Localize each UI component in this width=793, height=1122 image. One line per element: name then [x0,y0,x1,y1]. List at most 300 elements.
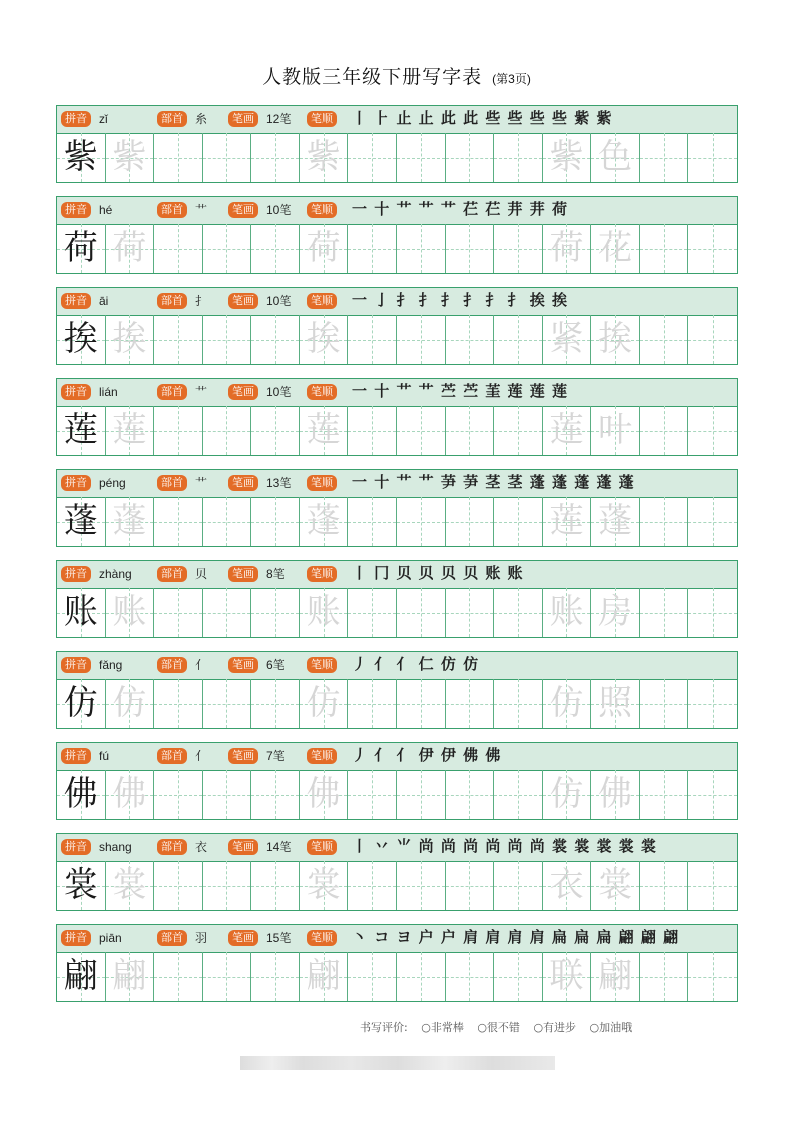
stroke-count-value: 10笔 [266,385,292,399]
stroke-count-badge: 笔画 [228,930,258,946]
radical-value: 艹 [195,476,208,490]
writing-cell[interactable] [348,861,397,910]
writing-grid [57,861,737,910]
stroke-count-value: 15笔 [266,931,292,945]
writing-cell[interactable] [591,588,640,637]
writing-cell[interactable] [543,224,592,273]
writing-cell[interactable] [300,406,349,455]
trace-character: 挨 [112,319,147,359]
stroke-count-value: 14笔 [266,840,292,854]
writing-cell[interactable] [640,588,689,637]
writing-cell[interactable] [446,497,495,546]
trace-character: 挨 [306,319,341,359]
writing-cell[interactable] [154,497,203,546]
stroke-order-badge: 笔顺 [307,930,337,946]
writing-cell[interactable] [543,861,592,910]
radical-value: 艹 [195,385,208,399]
stroke-order-value: 丿 亻 亻 仁 仿 仿 [352,655,480,673]
writing-cell[interactable] [543,315,592,364]
stroke-count-value: 8笔 [266,567,285,581]
word-trace-character: 照 [598,683,633,723]
writing-cell[interactable] [154,770,203,819]
word-trace-character: 莲 [549,501,584,541]
stroke-count-value: 13笔 [266,476,292,490]
character-block [56,378,738,456]
evaluation-footer [360,1019,642,1035]
writing-cell[interactable] [106,952,155,1001]
writing-cell[interactable] [251,952,300,1001]
writing-cell[interactable] [203,315,252,364]
word-trace-character: 翩 [598,956,633,996]
character-info-bar [57,106,737,134]
pinyin-badge: 拼音 [61,657,91,673]
writing-grid [57,497,737,546]
word-trace-character: 蓬 [598,501,633,541]
model-character: 裳 [63,865,98,905]
word-trace-character: 房 [598,592,633,632]
character-info-bar [57,561,737,589]
character-block [56,924,738,1002]
writing-cell[interactable] [543,679,592,728]
writing-cell[interactable] [348,133,397,182]
writing-cell[interactable] [251,133,300,182]
stroke-count-badge: 笔画 [228,111,258,127]
pinyin-badge: 拼音 [61,566,91,582]
model-character: 蓬 [63,501,98,541]
word-trace-character: 荷 [549,228,584,268]
writing-cell[interactable] [154,224,203,273]
writing-cell[interactable] [57,133,106,182]
writing-cell[interactable] [348,588,397,637]
writing-cell[interactable] [203,588,252,637]
radical-badge: 部首 [157,566,187,582]
writing-cell[interactable] [203,497,252,546]
writing-cell[interactable] [154,133,203,182]
writing-cell[interactable] [591,224,640,273]
trace-character: 仿 [306,683,341,723]
writing-cell[interactable] [446,224,495,273]
pinyin-value: shang [99,840,132,854]
writing-cell[interactable] [688,133,737,182]
writing-cell[interactable] [591,952,640,1001]
radical-badge: 部首 [157,384,187,400]
writing-cell[interactable] [57,497,106,546]
writing-cell[interactable] [640,770,689,819]
stroke-order-value: 丨 ⺊ 止 止 此 此 些 些 些 些 紫 紫 [352,109,613,127]
writing-cell[interactable] [300,497,349,546]
writing-cell[interactable] [446,133,495,182]
writing-cell[interactable] [154,315,203,364]
stroke-order-badge: 笔顺 [307,111,337,127]
writing-cell[interactable] [203,861,252,910]
writing-cell[interactable] [591,497,640,546]
writing-cell[interactable] [57,224,106,273]
watermark-bar [240,1056,555,1070]
writing-grid [57,588,737,637]
writing-cell[interactable] [300,315,349,364]
footer-option[interactable]: ○非常棒 [421,1021,464,1034]
model-character: 账 [63,592,98,632]
writing-cell[interactable] [348,679,397,728]
writing-cell[interactable] [494,861,543,910]
stroke-count-value: 7笔 [266,749,285,763]
stroke-order-badge: 笔顺 [307,748,337,764]
character-block [56,469,738,547]
stroke-count-badge: 笔画 [228,839,258,855]
writing-cell[interactable] [397,952,446,1001]
model-character: 紫 [63,137,98,177]
word-trace-character: 裳 [598,865,633,905]
writing-cell[interactable] [106,770,155,819]
writing-cell[interactable] [300,224,349,273]
stroke-order-value: 一 十 艹 艹 艹 芢 芢 茾 茾 荷 [352,200,569,218]
character-info-bar [57,197,737,225]
stroke-count-badge: 笔画 [228,202,258,218]
writing-cell[interactable] [543,406,592,455]
radical-value: 衣 [195,840,208,854]
writing-cell[interactable] [397,588,446,637]
trace-character: 佛 [112,774,147,814]
stroke-count-value: 12笔 [266,112,292,126]
radical-value: 艹 [195,203,208,217]
writing-cell[interactable] [300,770,349,819]
writing-cell[interactable] [251,679,300,728]
writing-cell[interactable] [251,224,300,273]
word-trace-character: 挨 [598,319,633,359]
writing-cell[interactable] [251,861,300,910]
model-character: 莲 [63,410,98,450]
writing-grid [57,224,737,273]
writing-cell[interactable] [203,770,252,819]
stroke-count-value: 10笔 [266,203,292,217]
writing-cell[interactable] [494,315,543,364]
stroke-count-badge: 笔画 [228,384,258,400]
writing-cell[interactable] [591,133,640,182]
writing-grid [57,679,737,728]
writing-cell[interactable] [106,133,155,182]
writing-cell[interactable] [688,952,737,1001]
writing-cell[interactable] [591,315,640,364]
trace-character: 蓬 [306,501,341,541]
writing-cell[interactable] [154,861,203,910]
writing-cell[interactable] [688,679,737,728]
writing-cell[interactable] [57,952,106,1001]
character-info-bar [57,288,737,316]
writing-cell[interactable] [348,406,397,455]
writing-cell[interactable] [494,497,543,546]
character-block [56,196,738,274]
writing-cell[interactable] [154,952,203,1001]
trace-character: 裳 [306,865,341,905]
writing-cell[interactable] [640,315,689,364]
writing-cell[interactable] [640,224,689,273]
writing-cell[interactable] [640,406,689,455]
writing-cell[interactable] [688,861,737,910]
writing-cell[interactable] [397,770,446,819]
writing-cell[interactable] [397,133,446,182]
writing-cell[interactable] [348,952,397,1001]
writing-grid [57,406,737,455]
writing-cell[interactable] [591,770,640,819]
writing-cell[interactable] [251,770,300,819]
writing-cell[interactable] [688,497,737,546]
word-trace-character: 紧 [549,319,584,359]
writing-cell[interactable] [348,224,397,273]
writing-cell[interactable] [300,861,349,910]
writing-cell[interactable] [397,406,446,455]
trace-character: 紫 [112,137,147,177]
writing-cell[interactable] [494,679,543,728]
stroke-count-value: 6笔 [266,658,285,672]
writing-cell[interactable] [154,679,203,728]
word-trace-character: 仿 [549,683,584,723]
character-block [56,105,738,183]
writing-cell[interactable] [543,588,592,637]
radical-badge: 部首 [157,111,187,127]
writing-cell[interactable] [640,133,689,182]
character-block [56,560,738,638]
pinyin-badge: 拼音 [61,202,91,218]
writing-cell[interactable] [203,952,252,1001]
writing-cell[interactable] [494,406,543,455]
word-trace-character: 仿 [549,774,584,814]
writing-cell[interactable] [57,861,106,910]
stroke-count-value: 10笔 [266,294,292,308]
footer-option[interactable]: ○有进步 [533,1021,577,1034]
writing-cell[interactable] [203,679,252,728]
writing-cell[interactable] [688,406,737,455]
model-character: 荷 [63,228,98,268]
writing-cell[interactable] [106,679,155,728]
writing-cell[interactable] [348,770,397,819]
writing-cell[interactable] [106,224,155,273]
trace-character: 仿 [112,683,147,723]
model-character: 挨 [63,319,98,359]
writing-grid [57,952,737,1001]
trace-character: 翩 [112,956,147,996]
radical-badge: 部首 [157,930,187,946]
writing-cell[interactable] [397,861,446,910]
writing-grid [57,315,737,364]
radical-badge: 部首 [157,748,187,764]
writing-cell[interactable] [640,861,689,910]
radical-value: 羽 [195,931,208,945]
model-character: 佛 [63,774,98,814]
writing-cell[interactable] [106,497,155,546]
pinyin-value: āi [99,294,109,308]
radical-badge: 部首 [157,839,187,855]
footer-label: 书写评价: [360,1021,408,1034]
word-trace-character: 佛 [598,774,633,814]
writing-cell[interactable] [57,588,106,637]
stroke-order-value: 丨 冂 贝 贝 贝 贝 账 账 [352,564,524,582]
writing-cell[interactable] [348,497,397,546]
stroke-order-value: 一 十 艹 艹 芛 芛 茎 茎 蓬 蓬 蓬 蓬 蓬 [352,473,635,491]
writing-cell[interactable] [300,952,349,1001]
stroke-count-badge: 笔画 [228,748,258,764]
pinyin-badge: 拼音 [61,839,91,855]
stroke-order-badge: 笔顺 [307,657,337,673]
writing-cell[interactable] [154,588,203,637]
stroke-order-value: 丨 丷 ⺌ 尚 尚 尚 尚 尚 尚 裳 裳 裳 裳 裳 [352,837,657,855]
writing-cell[interactable] [494,133,543,182]
writing-cell[interactable] [57,406,106,455]
writing-cell[interactable] [251,588,300,637]
writing-cell[interactable] [446,315,495,364]
pinyin-value: fǎng [99,658,123,672]
writing-cell[interactable] [251,497,300,546]
stroke-order-badge: 笔顺 [307,202,337,218]
trace-character: 莲 [112,410,147,450]
trace-character: 裳 [112,865,147,905]
writing-cell[interactable] [688,315,737,364]
writing-cell[interactable] [203,406,252,455]
writing-cell[interactable] [106,588,155,637]
word-trace-character: 叶 [598,410,633,450]
pinyin-value: lián [99,385,118,399]
writing-cell[interactable] [57,315,106,364]
stroke-order-value: 一 十 艹 艹 苎 苎 茥 莲 莲 莲 [352,382,569,400]
stroke-order-value: 一 亅 扌 扌 扌 扌 扌 扌 挨 挨 [352,291,569,309]
writing-cell[interactable] [494,952,543,1001]
stroke-count-badge: 笔画 [228,566,258,582]
stroke-order-badge: 笔顺 [307,293,337,309]
trace-character: 账 [112,592,147,632]
radical-badge: 部首 [157,475,187,491]
pinyin-badge: 拼音 [61,748,91,764]
writing-cell[interactable] [591,406,640,455]
character-info-bar [57,470,737,498]
word-trace-character: 莲 [549,410,584,450]
writing-cell[interactable] [251,315,300,364]
radical-value: 扌 [195,294,208,308]
writing-cell[interactable] [591,861,640,910]
title-text: 人教版三年级下册写字表 [262,66,483,88]
writing-cell[interactable] [57,770,106,819]
stroke-count-badge: 笔画 [228,475,258,491]
character-block [56,742,738,820]
character-info-bar [57,834,737,862]
stroke-order-value: 丶 コ ヨ 户 户 肩 肩 肩 肩 扁 扁 扁 翩 翩 翩 [352,928,680,946]
writing-cell[interactable] [397,679,446,728]
writing-cell[interactable] [543,133,592,182]
writing-grid [57,770,737,819]
character-info-bar [57,652,737,680]
writing-cell[interactable] [640,497,689,546]
writing-cell[interactable] [543,497,592,546]
word-trace-character: 花 [598,228,633,268]
writing-cell[interactable] [397,224,446,273]
pinyin-badge: 拼音 [61,384,91,400]
writing-cell[interactable] [57,679,106,728]
writing-cell[interactable] [446,406,495,455]
writing-cell[interactable] [446,861,495,910]
writing-cell[interactable] [446,588,495,637]
stroke-order-value: 丿 亻 亻 伊 伊 佛 佛 [352,746,502,764]
writing-cell[interactable] [494,770,543,819]
writing-cell[interactable] [397,497,446,546]
pinyin-value: fú [99,749,110,763]
character-block [56,651,738,729]
stroke-order-badge: 笔顺 [307,475,337,491]
writing-cell[interactable] [397,315,446,364]
radical-value: 亻 [195,658,208,672]
word-trace-character: 账 [549,592,584,632]
writing-cell[interactable] [300,133,349,182]
writing-cell[interactable] [494,588,543,637]
writing-cell[interactable] [543,952,592,1001]
writing-grid [57,133,737,182]
character-block [56,287,738,365]
trace-character: 莲 [306,410,341,450]
writing-cell[interactable] [446,952,495,1001]
writing-cell[interactable] [446,679,495,728]
pinyin-value: zhàng [99,567,132,581]
writing-cell[interactable] [300,588,349,637]
stroke-count-badge: 笔画 [228,657,258,673]
radical-badge: 部首 [157,202,187,218]
writing-cell[interactable] [300,679,349,728]
radical-badge: 部首 [157,293,187,309]
writing-cell[interactable] [688,588,737,637]
stroke-order-badge: 笔顺 [307,384,337,400]
page-title [0,62,793,89]
stroke-order-badge: 笔顺 [307,839,337,855]
character-info-bar [57,743,737,771]
character-info-bar [57,925,737,953]
writing-cell[interactable] [688,224,737,273]
radical-badge: 部首 [157,657,187,673]
writing-cell[interactable] [591,679,640,728]
writing-cell[interactable] [494,224,543,273]
stroke-order-badge: 笔顺 [307,566,337,582]
pinyin-value: péng [99,476,126,490]
writing-cell[interactable] [348,315,397,364]
radical-value: 亻 [195,749,208,763]
stroke-count-badge: 笔画 [228,293,258,309]
footer-option[interactable]: ○很不错 [477,1021,520,1034]
pinyin-badge: 拼音 [61,930,91,946]
trace-character: 翩 [306,956,341,996]
model-character: 翩 [63,956,98,996]
trace-character: 账 [306,592,341,632]
writing-cell[interactable] [543,770,592,819]
page-label: (第3页) [492,72,531,86]
character-block [56,833,738,911]
writing-cell[interactable] [640,679,689,728]
footer-option[interactable]: ○加油哦 [589,1021,633,1034]
writing-cell[interactable] [203,133,252,182]
writing-cell[interactable] [251,406,300,455]
writing-cell[interactable] [106,315,155,364]
pinyin-value: hé [99,203,113,217]
pinyin-value: piān [99,931,122,945]
word-trace-character: 紫 [549,137,584,177]
word-trace-character: 联 [549,956,584,996]
character-info-bar [57,379,737,407]
word-trace-character: 色 [598,137,633,177]
writing-cell[interactable] [640,952,689,1001]
writing-cell[interactable] [446,770,495,819]
trace-character: 紫 [306,137,341,177]
writing-cell[interactable] [154,406,203,455]
pinyin-badge: 拼音 [61,111,91,127]
writing-cell[interactable] [106,406,155,455]
pinyin-value: zǐ [99,112,108,126]
writing-cell[interactable] [106,861,155,910]
writing-cell[interactable] [688,770,737,819]
writing-cell[interactable] [203,224,252,273]
